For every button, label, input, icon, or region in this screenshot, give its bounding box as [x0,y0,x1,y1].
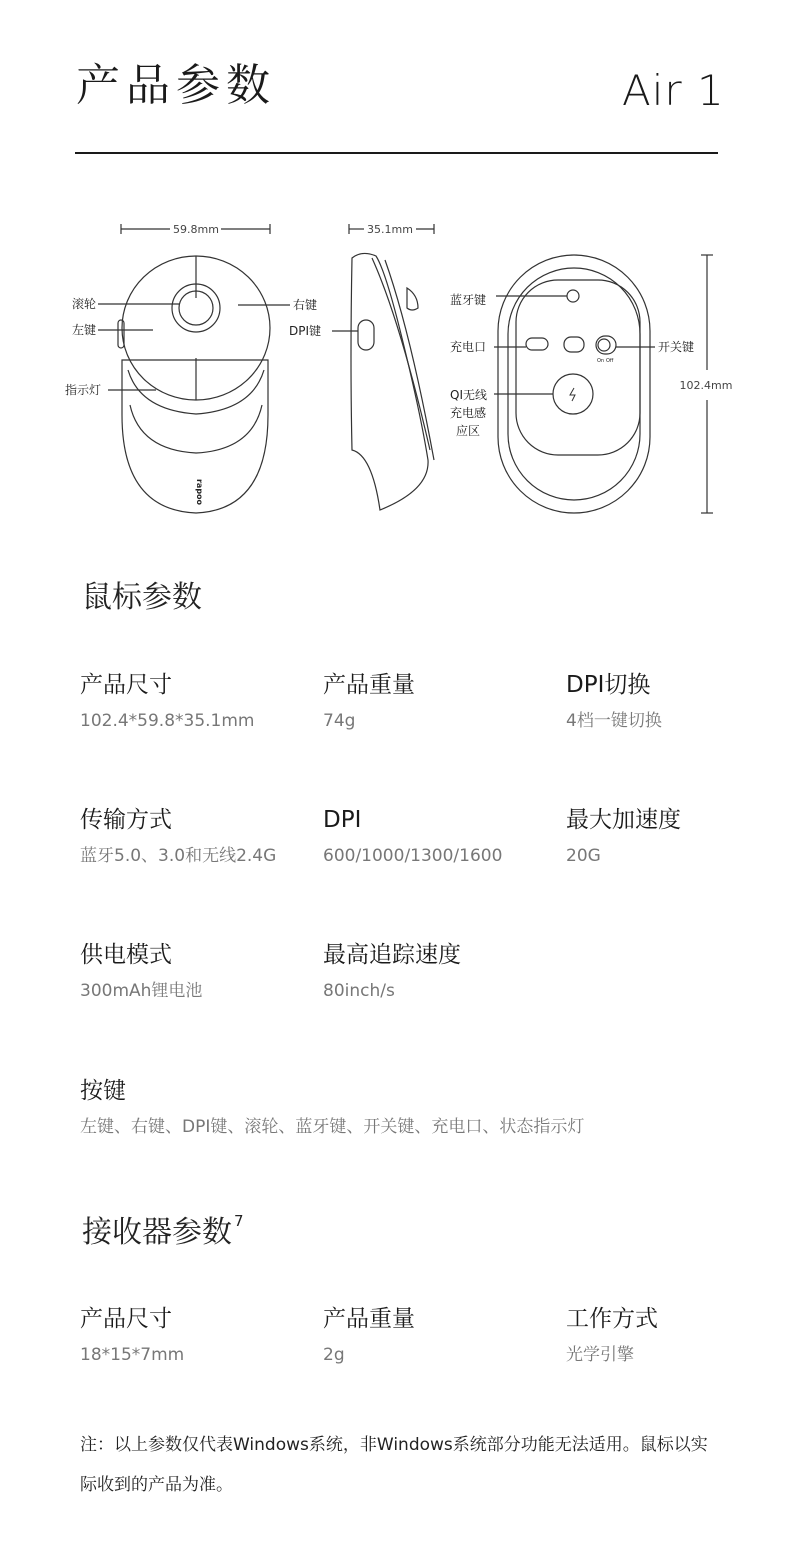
spec-label: DPI [323,807,362,833]
callout-charging-port: 充电口 [450,340,487,354]
spec-label: 传输方式 [80,807,172,833]
footnote-marker: 7 [234,1212,244,1230]
spec-value: 20G [566,846,601,866]
spec-value: 左键、右键、DPI键、滚轮、蓝牙键、开关键、充电口、状态指示灯 [80,1117,585,1137]
spec-value: 102.4*59.8*35.1mm [80,711,255,731]
callout-right-button: 右键 [293,298,318,312]
spec-label: 工作方式 [566,1306,658,1332]
brand-logo-text: Air 1 [622,66,725,115]
spec-value: 蓝牙5.0、3.0和无线2.4G [80,846,277,866]
spec-label: 产品重量 [323,1306,415,1332]
callout-power-switch: 开关键 [658,340,695,354]
spec-item [566,809,681,865]
spec-item [323,674,415,730]
callout-dpi-button: DPI键 [289,324,322,338]
spec-label: 产品尺寸 [80,1306,172,1332]
spec-item [80,809,276,865]
product-diagram [0,210,790,530]
callout-qi-zone-line2: 充电感 [450,406,487,420]
spec-value: 300mAh锂电池 [80,981,203,1001]
title-divider [75,152,718,154]
switch-on-label: On [597,358,605,364]
footnote-text: 注：以上参数仅代表Windows系统，非Windows系统部分功能无法适用。鼠标以实际收到的产品为准。 [80,1435,708,1495]
spec-item [323,809,502,865]
spec-value: 18*15*7mm [80,1345,185,1365]
callout-qi-zone-line3: 应区 [456,424,481,438]
spec-label: 按键 [80,1078,126,1104]
callout-indicator-light: 指示灯 [65,383,102,397]
spec-item [566,674,662,730]
spec-item [80,1308,184,1364]
callout-qi-zone-line1: QI无线 [450,388,487,402]
spec-label: DPI切换 [566,672,651,698]
spec-label: 最高追踪速度 [323,942,461,968]
spec-item [80,944,202,1000]
callout-bluetooth-button: 蓝牙键 [450,293,487,307]
switch-off-label: Off [606,358,614,364]
spec-value: 600/1000/1300/1600 [323,846,503,866]
thickness-dimension-label: 35.1mm [367,223,413,236]
spec-item [80,674,255,730]
callout-scroll-wheel: 滚轮 [72,297,97,311]
spec-value: 4档一键切换 [566,711,662,731]
top-view-mouse [98,224,290,513]
receiver-params-title [82,1212,244,1250]
spec-item [323,944,461,1000]
spec-value: 光学引擎 [566,1345,634,1365]
receiver-title-text: 接收器参数 [82,1215,232,1250]
page-title: 产品参数 [76,60,276,111]
spec-value: 80inch/s [323,981,395,1001]
spec-item [566,1308,658,1364]
spec-label: 产品尺寸 [80,672,172,698]
mouse-logo-text: rapoo [195,478,204,506]
spec-value: 2g [323,1345,345,1365]
mouse-params-title: 鼠标参数 [82,580,202,615]
spec-label: 产品重量 [323,672,415,698]
length-dimension-label: 102.4mm [679,379,733,392]
spec-label: 供电模式 [80,942,172,968]
callout-left-button: 左键 [72,323,97,337]
side-view-mouse [332,224,434,510]
spec-value: 74g [323,711,356,731]
spec-label: 最大加速度 [566,807,681,833]
width-dimension-label: 59.8mm [173,223,219,236]
spec-item [323,1308,415,1364]
spec-item [80,1080,584,1136]
